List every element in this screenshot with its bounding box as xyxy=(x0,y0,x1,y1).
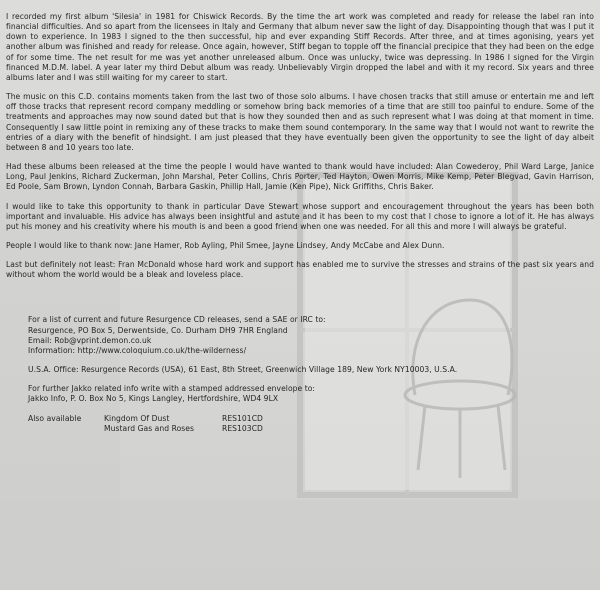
usa-office: U.S.A. Office: Resurgence Records (USA), 61 East, 8th Street, Greenwich Village 189, New York NY10003, U.S.A. xyxy=(28,365,458,375)
release-title: Kingdom Of Dust xyxy=(104,413,170,423)
paragraph-history: I recorded my first album 'Silesia' in 1981 for Chiswick Records. By the time the art work was completed and ready for release the label ran into financial difficulties. And so apart from the licensees in Italy and Germany that album never saw the light of day. Disappointing though that was I put it down to experience. In 1983 I signed to the then successful, hip and ever expanding Stiff Records. After three, and at times agonising, years yet another album was finished and ready for release. Once again, however, Stiff began to topple off the financial precipice that they had been on the edge of for some time. The net result for me was yet another unreleased album. Once was unlucky, twice was depressing. In 1986 I signed for the Virgin financed M.D.M. label. A year later my third Debut album was ready. Unbelievably Virgin dropped the label and with it my record. Six years and three albums later and I was still waiting for my career to start. xyxy=(6,12,594,82)
paragraph-music: The music on this C.D. contains moments taken from the last two of those solo albums. I have chosen tracks that still amuse or entertain me and left off those tracks that represent record company meddling or somehow bring back memories of a time that are still too painful to endure. Some of the treatments and approaches may now sound dated but that is how they sounded then and as such represent what I was doing at that moment in time. Consequently I saw little point in remixing any of these tracks to make them sound contemporary. In the same way that I would not want to rewrite the entries of a diary with the benefit of hindsight. I am just pleased that they have eventually been given the opportunity to see the light of day albeit between 8 and 10 years too late. xyxy=(6,92,594,152)
jakko-intro: For further Jakko related info write with a stamped addressed envelope to: xyxy=(28,384,316,394)
also-available-spacer xyxy=(28,424,104,434)
release-title: Mustard Gas and Roses xyxy=(104,423,194,433)
jakko-address: Jakko Info, P. O. Box No 5, Kings Langley, Hertfordshire, WD4 9LX xyxy=(28,394,279,404)
liner-notes-text xyxy=(6,12,594,434)
paragraph-dave-stewart: I would like to take this opportunity to thank in particular Dave Stewart whose support and encouragement throughout the years has been both important and invaluable. His advice has always been insightful and astute and it has been to my cost that I chose to ignore a lot of it. He has always put his money and his creativity where his mouth is and been a good friend when one was needed. For all this and more I will always be grateful. xyxy=(6,201,594,231)
also-available-label: Also available xyxy=(28,413,82,423)
contact-info xyxy=(28,315,594,404)
releases-intro: For a list of current and future Resurgence CD releases, send a SAE or IRC to: xyxy=(28,315,326,325)
resurgence-address: Resurgence, PO Box 5, Derwentside, Co. Durham DH9 7HR England xyxy=(28,325,288,335)
release-code: RES103CD xyxy=(222,423,263,433)
paragraph-last-thanks: Last but definitely not least: Fran McDonald whose hard work and support has enabled me to survive the stresses and strains of the past six years and without whom the world would be a bleak and loveless place. xyxy=(6,260,594,280)
also-available-list xyxy=(28,414,594,434)
email-line: Email: Rob@vprint.demon.co.uk xyxy=(28,335,152,345)
information-url: Information: http://www.coloquium.co.uk/the-wilderness/ xyxy=(28,345,247,355)
floor-shade xyxy=(0,500,600,590)
release-code: RES101CD xyxy=(222,413,263,423)
paragraph-past-thanks: Had these albums been released at the time the people I would have wanted to thank would have included: Alan Cowederoy, Phil Ward Large, Janice Long, Paul Jenkins, Richard Zuckerman, John Marshal, Peter Collins, Chris Porter, Ted Hayton, Owen Morris, Mike Kemp, Peter Blegvad, Gavin Harrison, Ed Poole, Sam Brown, Lyndon Connah, Barbara Gaskin, Phillip Hall, Jamie (Ken Pipe), Nick Griffiths, Chris Baker. xyxy=(6,162,594,192)
paragraph-thanks-now: People I would like to thank now: Jane Hamer, Rob Ayling, Phil Smee, Jayne Lindsey, Andy McCabe and Alex Dunn. xyxy=(6,240,445,250)
